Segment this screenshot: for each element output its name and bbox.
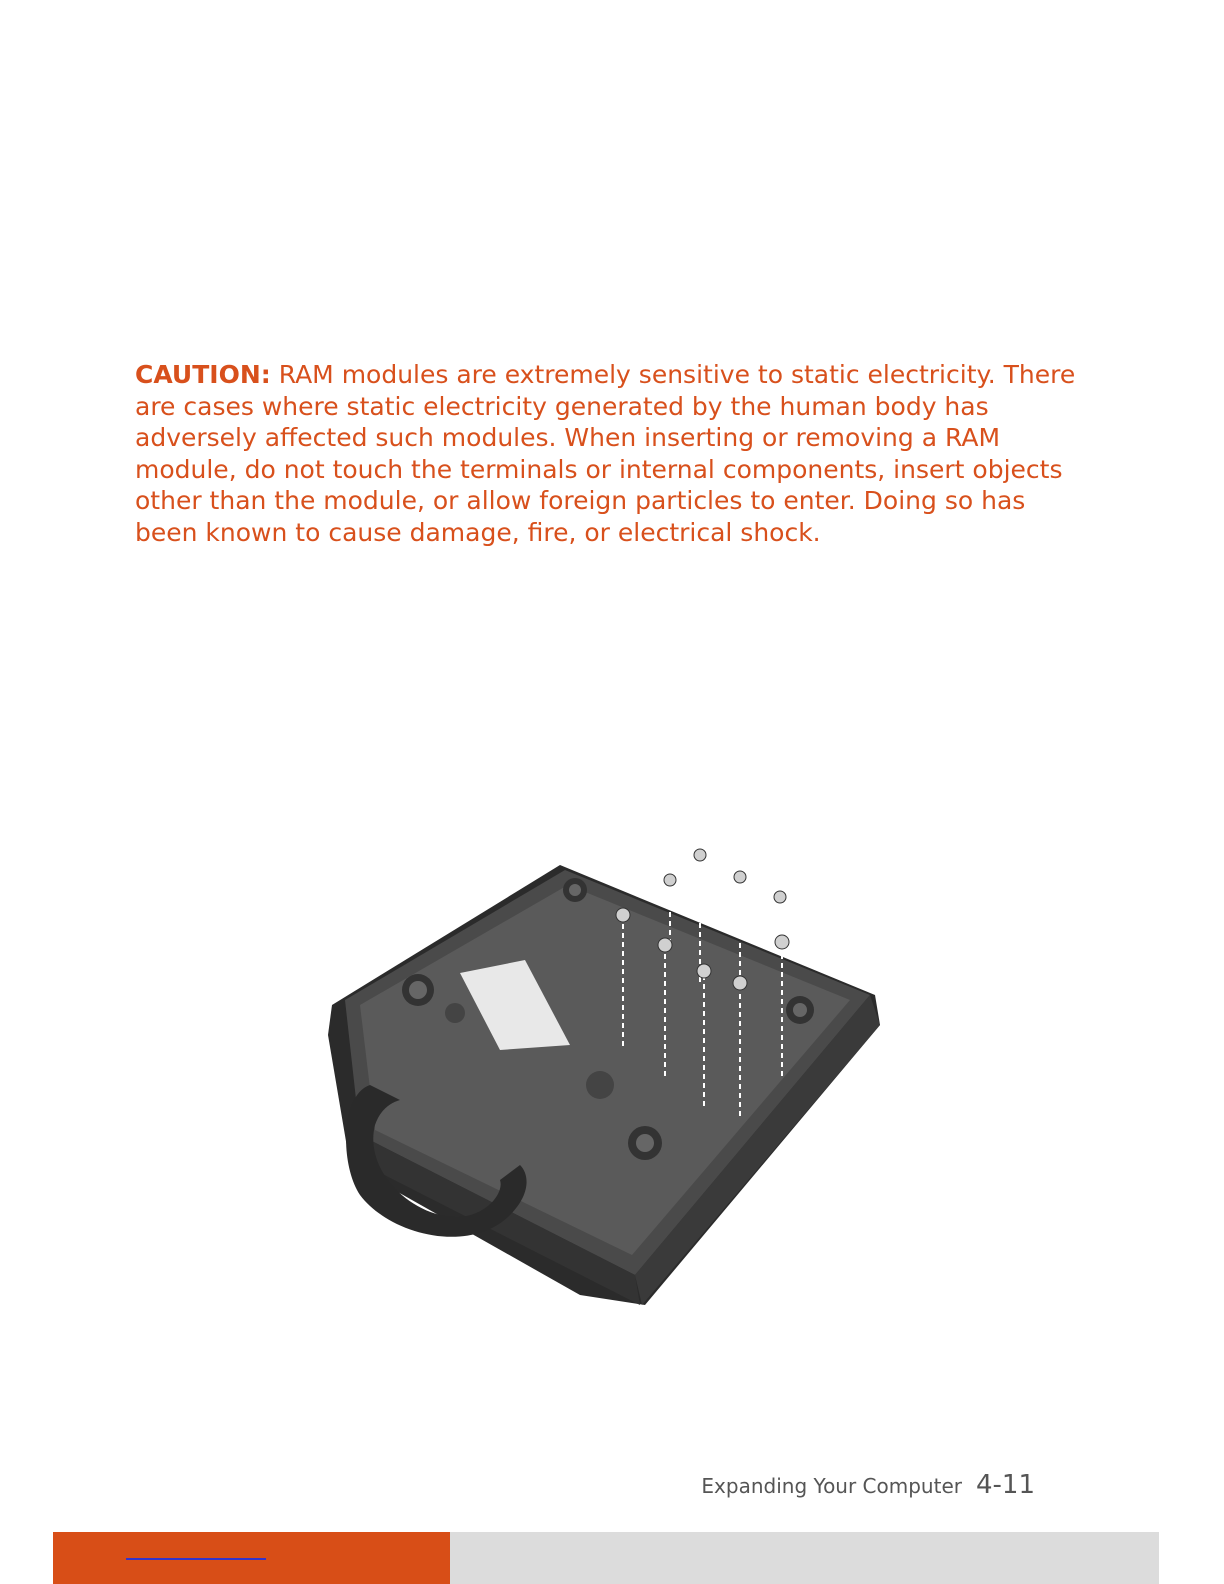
footer-link-underline	[126, 1558, 266, 1560]
caution-label: CAUTION:	[135, 360, 271, 389]
footer-accent-block	[53, 1532, 450, 1584]
caution-note	[135, 359, 1095, 549]
footer-bar	[53, 1532, 1159, 1584]
laptop-bottom-icon	[320, 835, 900, 1315]
laptop-bottom-illustration	[320, 835, 900, 1315]
page-number: 4-11	[975, 1470, 1035, 1500]
page-footer	[701, 1470, 1035, 1500]
caution-text: RAM modules are extremely sensitive to static electricity. There are cases where static electricity generated by the human body has adversely affected such modules. When inserting or removing a RAM module, do not touch the terminals or internal components, insert objects other than the module, or allow foreign particles to enter. Doing so has been known to cause damage, fire, or electrical shock.	[135, 360, 1076, 547]
section-title: Expanding Your Computer	[701, 1474, 962, 1498]
